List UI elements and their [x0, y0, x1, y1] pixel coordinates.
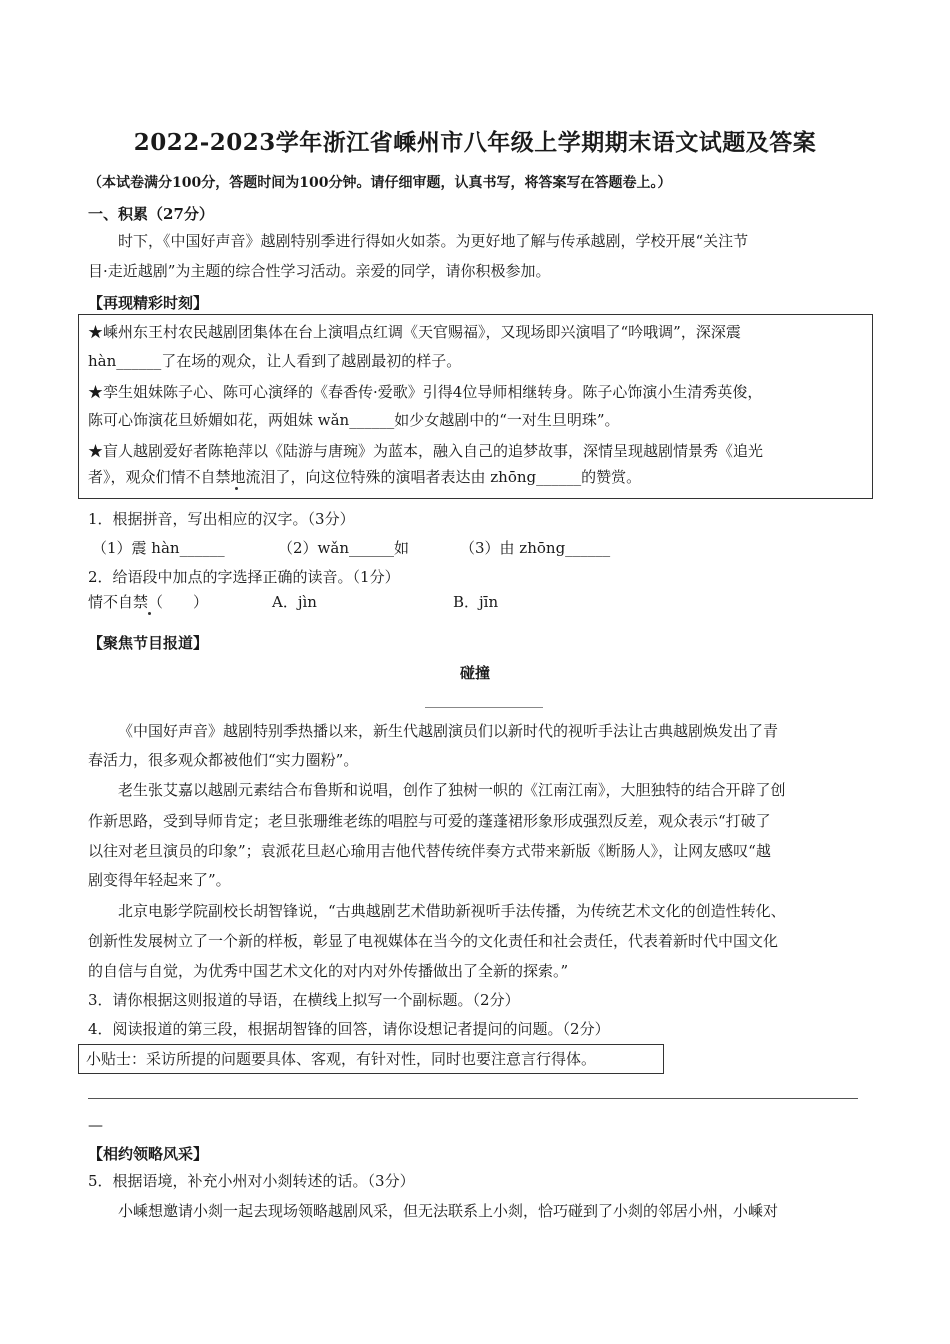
answer-line-tail: —: [88, 1116, 103, 1134]
box-line-2: hàn______了在场的观众，让人看到了越剧最初的样子。: [88, 352, 462, 370]
question-5: 5．根据语境，补充小州对小剡转述的话。（3分）: [88, 1172, 415, 1190]
article-para-2-line-3: 以往对老旦演员的印象”；袁派花旦赵心瑜用吉他代替传统伴奏方式带来新版《断肠人》，让网友感叹“越: [88, 842, 771, 860]
question-2: 2．给语段中加点的字选择正确的读音。（1分）: [88, 568, 400, 586]
article-para-1-line-2: 春活力，很多观众都被他们“实力圈粉”。: [88, 751, 359, 769]
question-1-item-a: （1）震 hàn______: [92, 539, 225, 557]
part-heading-1: 【再现精彩时刻】: [88, 294, 209, 312]
question-4: 4．阅读报道的第三段，根据胡智锋的回答，请你设想记者提问的问题。（2分）: [88, 1020, 610, 1038]
page-title: 2022-2023学年浙江省嵊州市八年级上学期期末语文试题及答案: [133, 129, 817, 156]
emphasis-dot: [148, 612, 151, 615]
article-para-3-line-1: 北京电影学院副校长胡智锋说，“古典越剧艺术借助新视听手法传播，为传统艺术文化的创造性转化、: [118, 902, 786, 920]
box-line-6: 者》，观众们情不自禁地流泪了，向这位特殊的演唱者表达由 zhōng______的赞赏。: [88, 468, 642, 486]
tip-text: 小贴士：采访所提的问题要具体、客观，有针对性，同时也要注意言行得体。: [86, 1050, 597, 1068]
part-heading-3: 【相约领略风采】: [88, 1145, 209, 1163]
emphasis-dot: [235, 487, 238, 490]
answer-line: [88, 1098, 858, 1099]
question-3: 3．请你根据这则报道的导语，在横线上拟写一个副标题。（2分）: [88, 991, 520, 1009]
box-line-5: ★盲人越剧爱好者陈艳萍以《陆游与唐琬》为蓝本，融入自己的追梦故事，深情呈现越剧情景秀《追光: [88, 442, 764, 460]
question-2-option-b[interactable]: B．jīn: [453, 593, 499, 611]
intro-line-1: 时下，《中国好声音》越剧特别季进行得如火如荼。为更好地了解与传承越剧，学校开展“关注节: [118, 232, 749, 250]
box-line-3: ★孪生姐妹陈子心、陈可心演绎的《春香传·爱歌》引得4位导师相继转身。陈子心饰演小生清秀英俊，: [88, 383, 763, 401]
box-line-1: ★嵊州东王村农民越剧团集体在台上演唱点红调《天官赐福》，又现场即兴演唱了“吟哦调”，深深震: [88, 323, 741, 341]
scenario-line-1: 小嵊想邀请小剡一起去现场领略越剧风采，但无法联系上小剡，恰巧碰到了小剡的邻居小州，小嵊对: [118, 1202, 779, 1220]
subtitle-blank-line: [425, 707, 543, 708]
article-para-2-line-4: 剧变得年轻起来了”。: [88, 871, 231, 889]
intro-line-2: 目·走近越剧”为主题的综合性学习活动。亲爱的同学，请你积极参加。: [88, 262, 551, 280]
exam-instructions: （本试卷满分100分，答题时间为100分钟。请仔细审题，认真书写，将答案写在答题卷上。）: [88, 175, 672, 191]
article-para-2-line-2: 作新思路，受到导师肯定；老旦张珊维老练的唱腔与可爱的蓬蓬裙形象形成强烈反差，观众表示“打破了: [88, 812, 771, 830]
box-line-4: 陈可心饰演花旦娇媚如花，两姐妹 wǎn______如少女越剧中的“一对生旦明珠”。: [88, 411, 620, 429]
question-2-option-a[interactable]: A．jìn: [272, 593, 317, 611]
question-1: 1．根据拼音，写出相应的汉字。（3分）: [88, 510, 355, 528]
article-title: 碰撞: [459, 664, 490, 682]
article-para-2-line-1: 老生张艾嘉以越剧元素结合布鲁斯和说唱，创作了独树一帜的《江南江南》，大胆独特的结合开辟了创: [118, 781, 786, 799]
question-2-word: 情不自禁（ ）: [88, 593, 209, 611]
part-heading-2: 【聚焦节目报道】: [88, 634, 209, 652]
question-1-item-c: （3）由 zhōng______: [460, 539, 611, 557]
article-para-3-line-3: 的自信与自觉，为优秀中国艺术文化的对内对外传播做出了全新的探索。”: [88, 962, 569, 980]
article-para-1-line-1: 《中国好声音》越剧特别季热播以来，新生代越剧演员们以新时代的视听手法让古典越剧焕发出了青: [118, 722, 779, 740]
section-heading: 一、积累（27分）: [88, 205, 214, 223]
article-para-3-line-2: 创新性发展树立了一个新的样板，彰显了电视媒体在当今的文化责任和社会责任，代表着新时代中国文化: [88, 932, 779, 950]
question-1-item-b: （2）wǎn______如: [278, 539, 409, 557]
